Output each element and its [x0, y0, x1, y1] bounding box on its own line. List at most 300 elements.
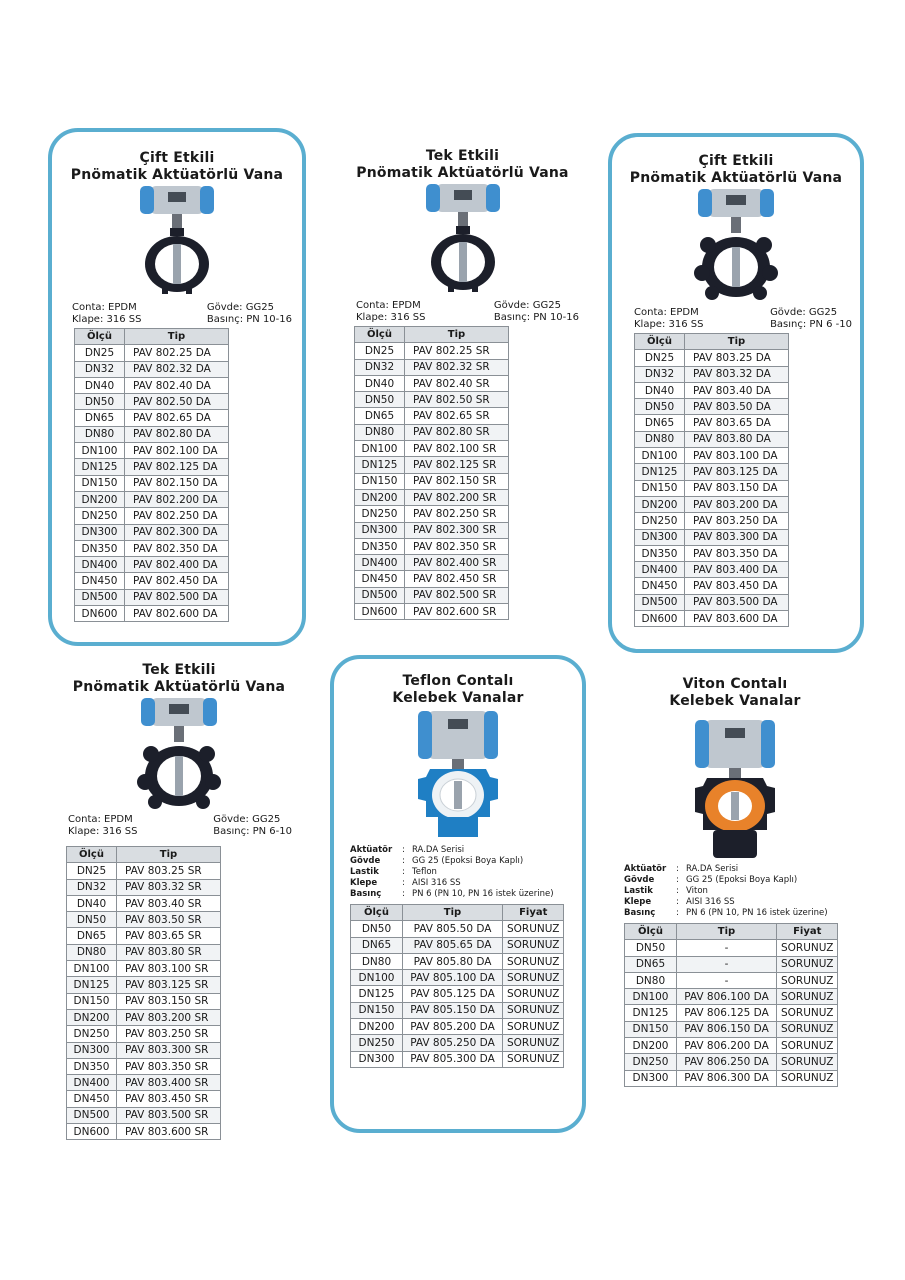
product-table [634, 333, 789, 627]
cell-olcu: DN300 [67, 1042, 117, 1058]
cell-olcu: DN80 [67, 944, 117, 960]
cell-olcu: DN400 [635, 562, 685, 578]
cell-olcu: DN125 [351, 986, 403, 1002]
table-row [355, 473, 509, 489]
cell-tip: PAV 802.80 SR [405, 424, 509, 440]
table-row [67, 1107, 221, 1123]
table-row [75, 508, 229, 524]
cell-olcu: DN125 [635, 464, 685, 480]
cell-tip: PAV 802.32 DA [125, 361, 229, 377]
table-row [635, 448, 789, 464]
cell-tip: PAV 803.250 DA [685, 513, 789, 529]
cell-fiyat: SORUNUZ [777, 940, 838, 956]
table-row [75, 475, 229, 491]
cell-olcu: DN450 [75, 573, 125, 589]
column-header-tip: Tip [677, 924, 777, 940]
spec-row: Klepe : AISI 316 SS [624, 897, 735, 907]
card-title-line1: Tek Etkili [142, 662, 216, 678]
teflon-valve-image [408, 707, 508, 843]
column-header-olcu: Ölçü [75, 329, 125, 345]
spec-row: Klepe : AISI 316 SS [350, 878, 461, 888]
table-row [355, 604, 509, 620]
column-header-fiyat: Fiyat [503, 905, 564, 921]
table-row [75, 410, 229, 426]
table-row [67, 1091, 221, 1107]
cell-tip: PAV 803.350 DA [685, 545, 789, 561]
cell-olcu: DN450 [635, 578, 685, 594]
cell-tip: PAV 803.500 SR [117, 1107, 221, 1123]
spec-row: Aktüatör : RA.DA Serisi [624, 864, 739, 874]
table-row [67, 1026, 221, 1042]
table-row [75, 557, 229, 573]
table-row [635, 382, 789, 398]
table-row [67, 863, 221, 879]
cell-olcu: DN125 [67, 977, 117, 993]
cell-olcu: DN32 [355, 359, 405, 375]
table-row [67, 1042, 221, 1058]
cell-olcu: DN50 [75, 394, 125, 410]
cell-tip: PAV 803.600 DA [685, 611, 789, 627]
cell-tip: PAV 806.100 DA [677, 989, 777, 1005]
product-card-cift-etkili-803 [608, 133, 864, 653]
cell-tip: PAV 806.200 DA [677, 1038, 777, 1054]
cell-olcu: DN32 [67, 879, 117, 895]
cell-tip: PAV 802.50 DA [125, 394, 229, 410]
table-body [355, 343, 509, 620]
column-header-olcu: Ölçü [67, 847, 117, 863]
table-row [67, 879, 221, 895]
table-row [67, 1058, 221, 1074]
cell-fiyat: SORUNUZ [503, 986, 564, 1002]
spec-row: Basınç : PN 6 (PN 10, PN 16 istek üzerine) [350, 889, 554, 899]
cell-olcu: DN400 [75, 557, 125, 573]
table-row [355, 522, 509, 538]
cell-olcu: DN250 [75, 508, 125, 524]
cell-fiyat: SORUNUZ [777, 956, 838, 972]
cell-tip: PAV 803.400 DA [685, 562, 789, 578]
cell-olcu: DN500 [75, 589, 125, 605]
table-row [67, 895, 221, 911]
table-row [75, 443, 229, 459]
column-header-olcu: Ölçü [351, 905, 403, 921]
cell-fiyat: SORUNUZ [777, 989, 838, 1005]
cell-tip: PAV 802.450 SR [405, 571, 509, 587]
table-row [75, 491, 229, 507]
cell-tip: PAV 805.125 DA [403, 986, 503, 1002]
cell-olcu: DN80 [75, 426, 125, 442]
product-card-teflon [330, 655, 586, 1133]
cell-fiyat: SORUNUZ [503, 1002, 564, 1018]
table-row [75, 573, 229, 589]
cell-tip: PAV 803.80 DA [685, 431, 789, 447]
cell-tip: PAV 803.40 DA [685, 382, 789, 398]
cell-tip: - [677, 956, 777, 972]
spec-govde: Gövde: GG25 [493, 300, 561, 311]
butterfly-valve-image [132, 184, 222, 296]
table-row [67, 1075, 221, 1091]
card-title-line1: Çift Etkili [698, 153, 774, 169]
table-row [355, 571, 509, 587]
table-row [351, 953, 564, 969]
table-row [355, 506, 509, 522]
table-row [355, 375, 509, 391]
table-body [67, 863, 221, 1140]
table-row [635, 611, 789, 627]
spec-klape: Klape: 316 SS [634, 319, 704, 330]
cell-tip: PAV 802.200 DA [125, 491, 229, 507]
cell-olcu: DN250 [355, 506, 405, 522]
column-header-olcu: Ölçü [635, 334, 685, 350]
table-row [67, 912, 221, 928]
cell-fiyat: SORUNUZ [777, 1070, 838, 1086]
card-title-line1: Çift Etkili [139, 150, 215, 166]
cell-olcu: DN100 [67, 961, 117, 977]
column-header-tip: Tip [685, 334, 789, 350]
cell-tip: - [677, 940, 777, 956]
cell-olcu: DN25 [67, 863, 117, 879]
cell-tip: PAV 802.350 SR [405, 538, 509, 554]
table-row [625, 1021, 838, 1037]
cell-olcu: DN25 [75, 345, 125, 361]
table-row [635, 399, 789, 415]
table-row [75, 426, 229, 442]
cell-tip: PAV 802.400 SR [405, 555, 509, 571]
table-row [355, 343, 509, 359]
cell-olcu: DN200 [355, 489, 405, 505]
cell-tip: PAV 802.250 SR [405, 506, 509, 522]
card-title [612, 153, 860, 187]
cell-olcu: DN500 [67, 1107, 117, 1123]
cell-tip: PAV 802.25 DA [125, 345, 229, 361]
cell-olcu: DN150 [355, 473, 405, 489]
spec-klape: Klape: 316 SS [68, 826, 138, 837]
table-row [635, 415, 789, 431]
cell-olcu: DN150 [625, 1021, 677, 1037]
cell-olcu: DN600 [635, 611, 685, 627]
spec-row: Gövde : GG 25 (Epoksi Boya Kaplı) [350, 856, 524, 866]
spec-conta: Conta: EPDM [356, 300, 421, 311]
cell-tip: PAV 803.100 SR [117, 961, 221, 977]
cell-olcu: DN150 [67, 993, 117, 1009]
cell-olcu: DN150 [635, 480, 685, 496]
cell-tip: PAV 802.40 DA [125, 377, 229, 393]
spec-basinc: Basınç: PN 6 -10 [770, 319, 852, 330]
cell-olcu: DN32 [635, 366, 685, 382]
cell-olcu: DN40 [67, 895, 117, 911]
cell-olcu: DN200 [75, 491, 125, 507]
product-table [350, 904, 564, 1068]
cell-olcu: DN250 [635, 513, 685, 529]
table-row [635, 529, 789, 545]
cell-tip: PAV 803.32 SR [117, 879, 221, 895]
cell-tip: - [677, 972, 777, 988]
cell-olcu: DN500 [635, 594, 685, 610]
cell-tip: PAV 802.65 DA [125, 410, 229, 426]
cell-tip: PAV 802.80 DA [125, 426, 229, 442]
card-title-line2: Pnömatik Aktüatörlü Vana [72, 679, 286, 695]
cell-tip: PAV 803.500 DA [685, 594, 789, 610]
cell-tip: PAV 802.250 DA [125, 508, 229, 524]
cell-olcu: DN300 [75, 524, 125, 540]
cell-tip: PAV 803.50 DA [685, 399, 789, 415]
spec-basinc: Basınç: PN 10-16 [493, 312, 579, 323]
cell-tip: PAV 803.100 DA [685, 448, 789, 464]
table-row [355, 555, 509, 571]
cell-olcu: DN350 [635, 545, 685, 561]
table-row [355, 408, 509, 424]
table-row [75, 345, 229, 361]
table-row [625, 1038, 838, 1054]
cell-tip: PAV 802.100 SR [405, 441, 509, 457]
spec-row: Gövde : GG 25 (Epoksi Boya Kaplı) [624, 875, 798, 885]
cell-tip: PAV 805.300 DA [403, 1051, 503, 1067]
card-title [58, 662, 300, 696]
table-row [75, 524, 229, 540]
cell-olcu: DN300 [351, 1051, 403, 1067]
table-row [351, 921, 564, 937]
table-row [67, 928, 221, 944]
cell-olcu: DN600 [355, 604, 405, 620]
card-title-line2: Pnömatik Aktüatörlü Vana [356, 165, 569, 181]
cell-tip: PAV 805.80 DA [403, 953, 503, 969]
cell-olcu: DN200 [351, 1019, 403, 1035]
cell-tip: PAV 802.300 DA [125, 524, 229, 540]
table-row [75, 394, 229, 410]
cell-olcu: DN65 [635, 415, 685, 431]
spec-klape: Klape: 316 SS [72, 314, 142, 325]
spec-block [634, 301, 852, 331]
cell-tip: PAV 802.150 DA [125, 475, 229, 491]
spec-conta: Conta: EPDM [68, 814, 133, 825]
cell-olcu: DN150 [351, 1002, 403, 1018]
column-header-olcu: Ölçü [355, 327, 405, 343]
cell-fiyat: SORUNUZ [503, 1019, 564, 1035]
cell-fiyat: SORUNUZ [503, 921, 564, 937]
spec-row: Lastik : Teflon [350, 867, 437, 877]
cell-olcu: DN250 [625, 1054, 677, 1070]
spec-basinc: Basınç: PN 6-10 [213, 826, 292, 837]
cell-tip: PAV 803.125 SR [117, 977, 221, 993]
cell-olcu: DN50 [67, 912, 117, 928]
table-row [635, 594, 789, 610]
cell-tip: PAV 805.50 DA [403, 921, 503, 937]
cell-olcu: DN50 [355, 392, 405, 408]
cell-fiyat: SORUNUZ [777, 1021, 838, 1037]
table-row [75, 361, 229, 377]
cell-olcu: DN65 [75, 410, 125, 426]
cell-tip: PAV 802.450 DA [125, 573, 229, 589]
cell-tip: PAV 803.250 SR [117, 1026, 221, 1042]
cell-tip: PAV 802.65 SR [405, 408, 509, 424]
cell-tip: PAV 805.65 DA [403, 937, 503, 953]
cell-tip: PAV 806.250 DA [677, 1054, 777, 1070]
cell-olcu: DN350 [355, 538, 405, 554]
cell-olcu: DN200 [67, 1009, 117, 1025]
cell-olcu: DN100 [75, 443, 125, 459]
cell-tip: PAV 802.600 SR [405, 604, 509, 620]
product-card-tek-etkili-802 [340, 128, 585, 628]
product-card-tek-etkili-803 [58, 660, 300, 1150]
card-title [340, 148, 585, 182]
cell-olcu: DN600 [67, 1124, 117, 1140]
table-row [355, 441, 509, 457]
cell-tip: PAV 802.400 DA [125, 557, 229, 573]
cell-olcu: DN300 [635, 529, 685, 545]
table-row [351, 1019, 564, 1035]
cell-tip: PAV 803.350 SR [117, 1058, 221, 1074]
cell-tip: PAV 803.40 SR [117, 895, 221, 911]
table-row [635, 366, 789, 382]
table-row [67, 993, 221, 1009]
product-table [66, 846, 221, 1140]
table-row [355, 424, 509, 440]
cell-fiyat: SORUNUZ [503, 1051, 564, 1067]
card-title-line2: Pnömatik Aktüatörlü Vana [629, 170, 843, 186]
spec-list [350, 845, 582, 900]
cell-olcu: DN65 [67, 928, 117, 944]
column-header-tip: Tip [403, 905, 503, 921]
table-body [635, 350, 789, 627]
cell-tip: PAV 802.300 SR [405, 522, 509, 538]
cell-fiyat: SORUNUZ [777, 972, 838, 988]
table-row [635, 480, 789, 496]
cell-olcu: DN40 [635, 382, 685, 398]
cell-tip: PAV 803.300 DA [685, 529, 789, 545]
cell-fiyat: SORUNUZ [503, 953, 564, 969]
cell-tip: PAV 802.40 SR [405, 375, 509, 391]
cell-tip: PAV 806.150 DA [677, 1021, 777, 1037]
table-row [67, 944, 221, 960]
cell-olcu: DN50 [635, 399, 685, 415]
table-row [75, 606, 229, 622]
table-row [355, 489, 509, 505]
table-row [351, 970, 564, 986]
table-row [625, 1005, 838, 1021]
cell-fiyat: SORUNUZ [503, 1035, 564, 1051]
cell-fiyat: SORUNUZ [503, 937, 564, 953]
cell-tip: PAV 802.500 SR [405, 587, 509, 603]
table-row [351, 1051, 564, 1067]
cell-tip: PAV 803.450 DA [685, 578, 789, 594]
spec-row: Basınç : PN 6 (PN 10, PN 16 istek üzerine) [624, 908, 828, 918]
table-row [635, 578, 789, 594]
cell-olcu: DN100 [355, 441, 405, 457]
cell-olcu: DN450 [67, 1091, 117, 1107]
cell-tip: PAV 805.100 DA [403, 970, 503, 986]
table-row [635, 350, 789, 366]
spec-klape: Klape: 316 SS [356, 312, 426, 323]
product-card-cift-etkili-802 [48, 128, 306, 646]
cell-tip: PAV 802.200 SR [405, 489, 509, 505]
cell-tip: PAV 802.50 SR [405, 392, 509, 408]
cell-tip: PAV 803.450 SR [117, 1091, 221, 1107]
table-body [351, 921, 564, 1068]
cell-tip: PAV 803.80 SR [117, 944, 221, 960]
card-title-line2: Kelebek Vanalar [392, 690, 524, 706]
column-header-olcu: Ölçü [625, 924, 677, 940]
table-row [351, 986, 564, 1002]
cell-olcu: DN80 [635, 431, 685, 447]
cell-olcu: DN250 [351, 1035, 403, 1051]
card-title-line2: Pnömatik Aktüatörlü Vana [70, 167, 284, 183]
cell-olcu: DN400 [355, 555, 405, 571]
spec-govde: Gövde: GG25 [206, 302, 274, 313]
cell-olcu: DN350 [67, 1058, 117, 1074]
lug-valve-image [688, 187, 784, 301]
cell-tip: PAV 803.150 SR [117, 993, 221, 1009]
product-card-viton [620, 672, 850, 1112]
table-row [67, 1124, 221, 1140]
cell-olcu: DN65 [625, 956, 677, 972]
spec-row: Aktüatör : RA.DA Serisi [350, 845, 465, 855]
cell-tip: PAV 803.150 DA [685, 480, 789, 496]
cell-tip: PAV 803.32 DA [685, 366, 789, 382]
table-row [625, 956, 838, 972]
viton-valve-image [685, 716, 785, 864]
cell-olcu: DN200 [635, 496, 685, 512]
cell-olcu: DN100 [635, 448, 685, 464]
card-title-line1: Teflon Contalı [402, 673, 514, 689]
spec-conta: Conta: EPDM [72, 302, 137, 313]
card-title-line2: Kelebek Vanalar [669, 693, 801, 709]
table-row [355, 457, 509, 473]
cell-tip: PAV 802.32 SR [405, 359, 509, 375]
table-row [625, 940, 838, 956]
cell-olcu: DN40 [75, 377, 125, 393]
table-body [625, 940, 838, 1087]
spec-govde: Gövde: GG25 [213, 814, 281, 825]
table-row [355, 587, 509, 603]
cell-olcu: DN600 [75, 606, 125, 622]
cell-tip: PAV 806.300 DA [677, 1070, 777, 1086]
cell-tip: PAV 803.200 DA [685, 496, 789, 512]
butterfly-valve-image [418, 182, 508, 294]
table-row [635, 513, 789, 529]
cell-tip: PAV 805.200 DA [403, 1019, 503, 1035]
card-title [52, 150, 302, 184]
cell-tip: PAV 806.125 DA [677, 1005, 777, 1021]
table-row [355, 392, 509, 408]
product-table [354, 326, 509, 620]
cell-tip: PAV 803.600 SR [117, 1124, 221, 1140]
cell-olcu: DN50 [625, 940, 677, 956]
cell-olcu: DN40 [355, 375, 405, 391]
cell-fiyat: SORUNUZ [777, 1005, 838, 1021]
cell-olcu: DN500 [355, 587, 405, 603]
column-header-tip: Tip [125, 329, 229, 345]
cell-tip: PAV 803.125 DA [685, 464, 789, 480]
table-row [625, 972, 838, 988]
product-table [624, 923, 838, 1087]
cell-tip: PAV 805.150 DA [403, 1002, 503, 1018]
spec-row: Lastik : Viton [624, 886, 708, 896]
table-row [67, 1009, 221, 1025]
cell-olcu: DN150 [75, 475, 125, 491]
column-header-tip: Tip [117, 847, 221, 863]
cell-olcu: DN350 [75, 540, 125, 556]
cell-olcu: DN125 [355, 457, 405, 473]
table-row [355, 538, 509, 554]
cell-tip: PAV 802.350 DA [125, 540, 229, 556]
spec-govde: Gövde: GG25 [770, 307, 838, 318]
cell-olcu: DN80 [351, 953, 403, 969]
table-row [75, 459, 229, 475]
cell-tip: PAV 803.25 DA [685, 350, 789, 366]
cell-tip: PAV 802.125 DA [125, 459, 229, 475]
table-row [351, 1035, 564, 1051]
column-header-tip: Tip [405, 327, 509, 343]
table-row [625, 989, 838, 1005]
